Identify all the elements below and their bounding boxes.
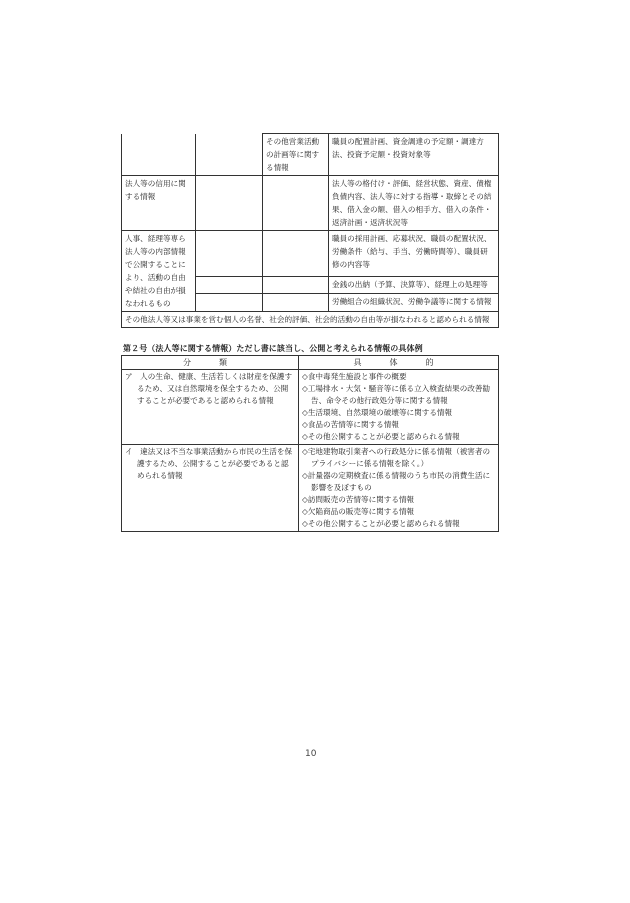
list-item: ◇欠陥商品の販売等に関する情報: [302, 507, 415, 516]
category-cell: [122, 370, 299, 445]
table-row: [122, 370, 499, 445]
table-cell: その他営業活動の計画等に関する情報: [263, 134, 329, 176]
table-row: [122, 445, 499, 532]
category-text: イ 違法又は不当な事業活動から市民の生活を保護するため、公開することが必要であると認められる情報: [125, 447, 293, 480]
list-item: ◇宅地建物取引業者への行政処分に係る情報（被害者のプライバシーに係る情報を除く。）: [302, 447, 491, 468]
table-footer-cell: その他法人等又は事業を営む個人の名誉、社会的評価、社会的活動の自由等が損なわれると認められる情報: [122, 312, 499, 328]
table-cell: [122, 134, 196, 176]
list-item: ◇食品の苦情等に関する情報: [302, 420, 399, 429]
table-cell: [263, 276, 329, 294]
table-cell: [263, 294, 329, 312]
table-cell: 法人等の信用に関する情報: [122, 176, 196, 231]
page-number: 10: [305, 749, 317, 759]
table-row: [122, 176, 499, 231]
table-cell: [263, 176, 329, 231]
corporate-info-table: [121, 133, 499, 328]
disclosure-examples-table: [121, 355, 499, 532]
table-row: [122, 231, 499, 277]
table-cell: 職員の配置計画、資金調達の予定額・調達方法、投資予定額・投資対象等: [329, 134, 499, 176]
list-item: ◇生活環境、自然環境の破壊等に関する情報: [302, 408, 453, 417]
table-row: [122, 134, 499, 176]
header-category: 分 類: [122, 356, 299, 370]
list-item: ◇その他公開することが必要と認められる情報: [302, 432, 460, 441]
examples-cell: [299, 370, 499, 445]
list-item: ◇工場排水・大気・騒音等に係る立入検査結果の改善勧告、命令その他行政処分等に関する情報: [302, 384, 491, 405]
table-cell: 職員の採用計画、応募状況、職員の配置状況、労働条件（給与、手当、労働時間等）、職員研修の内容等: [329, 231, 499, 277]
table-cell: [196, 276, 263, 294]
table-cell: [196, 176, 263, 231]
table-cell: [196, 294, 263, 312]
list-item: ◇計量器の定期検査に係る情報のうち市民の消費生活に影響を及ぼすもの: [302, 471, 491, 492]
table-cell: 人事、経理等専ら法人等の内部情報で公開することにより、活動の自由や結社の自由が損なわれるもの: [122, 231, 196, 312]
table-header-row: [122, 356, 499, 370]
table-cell: 労働組合の組織状況、労働争議等に関する情報: [329, 294, 499, 312]
table-cell: [196, 231, 263, 277]
category-cell: [122, 445, 299, 532]
section-title: 第２号（法人等に関する情報）ただし書に該当し、公開と考えられる情報の具体例: [123, 344, 423, 353]
list-item: ◇その他公開することが必要と認められる情報: [302, 519, 460, 528]
table-footer-row: [122, 312, 499, 328]
list-item: ◇食中毒発生施設と事件の概要: [302, 372, 407, 381]
examples-cell: [299, 445, 499, 532]
list-item: ◇訪問販売の苦情等に関する情報: [302, 495, 415, 504]
table-cell: [263, 231, 329, 277]
table-cell: 金銭の出納（予算、決算等）、経理上の処理等: [329, 276, 499, 294]
header-examples: 具 体 的: [299, 356, 499, 370]
table-cell: 法人等の格付け・評価、経営状態、資産、債権負債内容、法人等に対する指導・取締とその結果、借入金の額、借入の相手方、借入の条件・返済計画・返済状況等: [329, 176, 499, 231]
category-text: ア 人の生命、健康、生活若しくは財産を保護するため、又は自然環境を保全するため、公開することが必要であると認められる情報: [125, 372, 293, 405]
table-cell: [196, 134, 263, 176]
